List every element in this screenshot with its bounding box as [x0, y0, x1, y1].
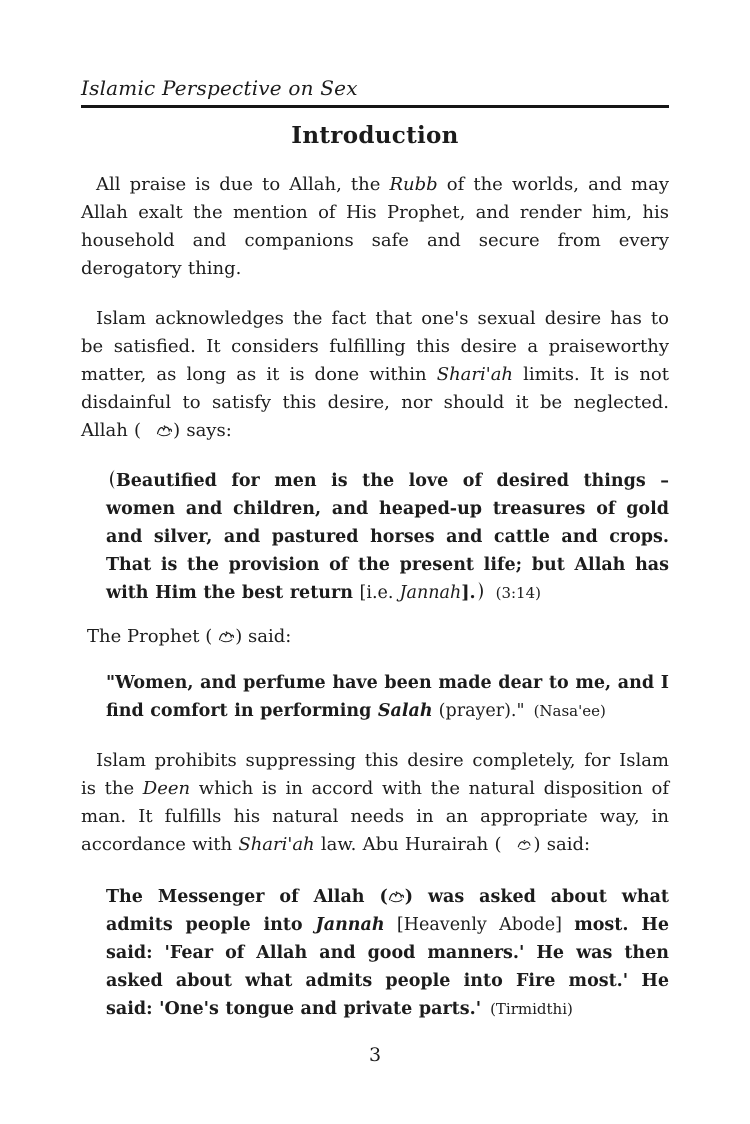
text-run: ) says: — [173, 420, 232, 441]
honorific-prophet-icon — [212, 630, 235, 643]
text-run-italic: Shari'ah — [436, 364, 514, 385]
text-run: All praise is due to Allah, the — [96, 174, 390, 195]
text-run-italic: Rubb — [389, 174, 438, 195]
text-run: of the worlds, and may Allah exalt the mention of His Prophet, and render him, his household and companions safe and secure from every derogatory thing. — [81, 174, 669, 279]
text-run-bold-italic: Salah — [377, 701, 433, 721]
text-run-bold-italic: Jannah — [315, 915, 385, 935]
text-run-bold: ]. — [461, 583, 476, 603]
text-run: [Heavenly Abode] — [384, 915, 575, 935]
running-header-title: Islamic Perspective on Sex — [81, 76, 358, 100]
honorific-companion-icon — [501, 838, 533, 851]
text-run-italic: Jannah — [399, 583, 462, 603]
citation: (3:14) — [495, 584, 541, 602]
text-run: Islam prohibits suppressing this desire completely, for Islam is the — [81, 750, 669, 799]
text-run: Islam acknowledges the fact that one's sexual desire has to be satisfied. It considers fulfilling this desire a praiseworthy matter, as long as it is done within — [81, 308, 669, 385]
text-run-italic: Shari'ah — [238, 834, 315, 855]
page-title: Introduction — [291, 122, 459, 149]
running-header — [81, 76, 669, 108]
paragraph-islam-acknowledges — [81, 305, 669, 445]
text-run-italic: Deen — [142, 778, 191, 799]
prophet-said-line — [81, 623, 669, 651]
text-run: The Prophet ( — [87, 626, 213, 647]
citation: (Nasa'ee) — [533, 702, 606, 720]
text-run: which is in accord with the natural disposition of man. It fulfills his natural needs in an appropriate way, in accordance with — [81, 778, 669, 855]
honorific-allah-icon — [141, 424, 173, 437]
text-run-bold: most. He said: 'Fear of Allah and good manners.' He was then asked about what admits people into Fire most.' He said: 'One's tongue and private parts.' — [106, 915, 669, 1019]
page-content — [81, 76, 669, 1023]
text-run-bold: ) was asked about what admits people into — [106, 887, 669, 935]
text-run-bold: Beautified for men is the love of desired things – women and children, and heaped-up treasures of gold and silver, and pastured horses and cattle and crops. That is the provision of the present life; but Allah has with Him the best return — [106, 471, 669, 603]
text-run: (prayer)." — [432, 701, 525, 721]
paragraph-islam-prohibits — [81, 747, 669, 859]
quran-quote — [106, 467, 669, 607]
honorific-prophet-icon — [388, 890, 405, 903]
text-run: ) said: — [235, 626, 292, 647]
text-run-bold: The Messenger of Allah ( — [106, 887, 388, 907]
text-run: law. Abu Hurairah ( — [314, 834, 502, 855]
citation: (Tirmidthi) — [490, 1000, 573, 1018]
ornate-close-bracket-icon — [477, 581, 487, 602]
text-run: ) said: — [533, 834, 591, 855]
text-run: limits. It is not disdainful to satisfy this desire, nor should it be neglected. Allah ( — [81, 364, 670, 441]
text-run-bold: "Women, and perfume have been made dear to me, and I find comfort in performing — [106, 673, 669, 721]
page-number: 3 — [368, 1044, 382, 1066]
paragraph-opening-praise — [81, 171, 669, 283]
ornate-open-bracket-icon — [106, 469, 116, 490]
hadith-quote-women-perfume — [106, 669, 669, 725]
text-run: [i.e. — [359, 583, 400, 603]
hadith-quote-messenger-asked — [106, 883, 669, 1023]
